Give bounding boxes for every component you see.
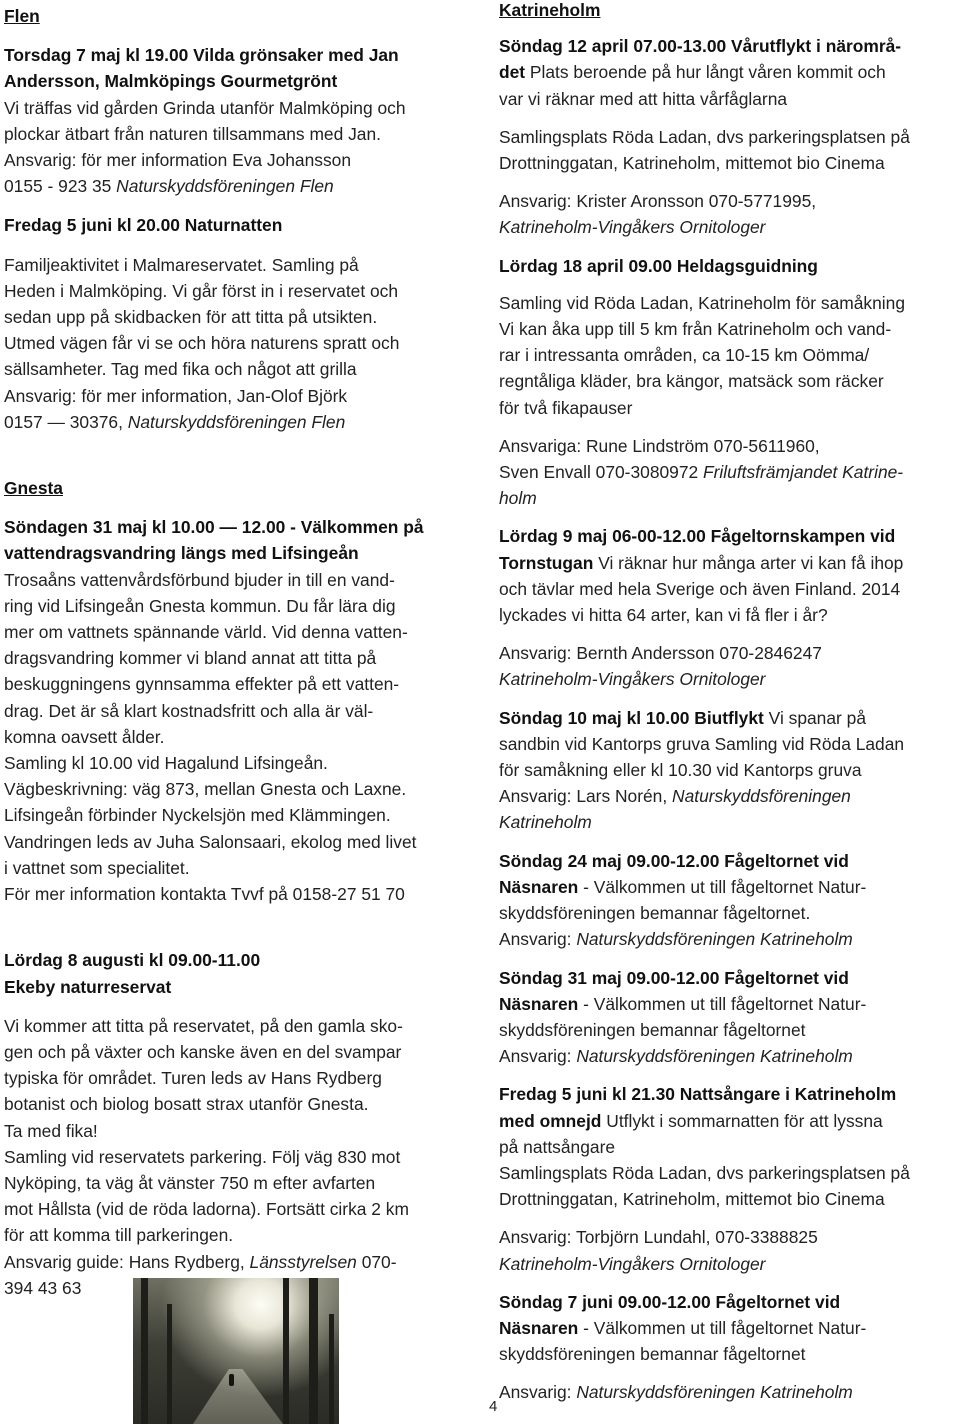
section-heading-gnesta: Gnesta [4, 478, 63, 499]
event-text: mer om vattnets spännande värld. Vid denna vatten- [4, 622, 408, 643]
event-org: Katrineholm-Vingåkers Ornitologer [499, 1253, 766, 1274]
event-contact: Sven Envall 070-3080972 Friluftsfrämjandet Katrine- [499, 462, 904, 483]
event-text: Drottninggatan, Katrineholm, mittemot bio Cinema [499, 1189, 885, 1210]
event-text: det Plats beroende på hur långt våren kommit och [499, 62, 886, 83]
event-org: Katrineholm-Vingåkers Ornitologer [499, 217, 766, 238]
page-number: 4 [489, 1398, 498, 1415]
event-contact: Ansvarig guide: Hans Rydberg, Länsstyrelsen 070- [4, 1251, 397, 1272]
event-title: Söndag 10 maj kl 10.00 Biutflykt Vi spanar på [499, 707, 866, 728]
event-text: sandbin vid Kantorps gruva Samling vid Röda Ladan [499, 733, 905, 754]
event-org: holm [499, 488, 537, 509]
event-text: Drottninggatan, Katrineholm, mittemot bio Cinema [499, 153, 885, 174]
event-text: på nattsångare [499, 1136, 616, 1157]
event-text: Ansvarig: för mer information, Jan-Olof Björk [4, 385, 348, 406]
event-text: var vi räknar med att hitta vårfåglarna [499, 88, 788, 109]
event-title: Söndag 24 maj 09.00-12.00 Fågeltornet vid [499, 850, 849, 871]
event-text: Vandringen leds av Juha Salonsaari, ekolog med livet [4, 831, 417, 852]
event-title: Söndag 7 juni 09.00-12.00 Fågeltornet vid [499, 1291, 841, 1312]
event-text: i vattnet som specialitet. [4, 857, 190, 878]
event-text: Ta med fika! [4, 1120, 98, 1141]
event-text: Heden i Malmköping. Vi går först in i reservatet och [4, 280, 399, 301]
event-text: botanist och biolog bosatt strax utanför Gnesta. [4, 1094, 369, 1115]
right-column [499, 0, 957, 1406]
left-column [4, 0, 474, 1301]
event-text: Utmed vägen får vi se och höra naturens spratt och [4, 333, 400, 354]
event-org: Katrineholm-Vingåkers Ornitologer [499, 669, 766, 690]
section-heading-katrineholm: Katrineholm [499, 0, 601, 20]
event-title: Söndagen 31 maj kl 10.00 — 12.00 - Välkommen på [4, 517, 424, 538]
event-text: ring vid Lifsingeån Gnesta kommun. Du får lära dig [4, 595, 396, 616]
event-contact: 394 43 63 [4, 1277, 82, 1298]
event-contact: Ansvarig: Lars Norén, Naturskyddsföreningen [499, 786, 851, 807]
event-text: Samling vid reservatets parkering. Följ väg 830 mot [4, 1146, 401, 1167]
event-title: Lördag 18 april 09.00 Heldagsguidning [499, 255, 818, 276]
event-contact: Ansvarig: Naturskyddsföreningen Katrineholm [499, 1382, 853, 1403]
event-text: För mer information kontakta Tvvf på 0158-27 51 70 [4, 884, 405, 905]
event-text: Vägbeskrivning: väg 873, mellan Gnesta och Laxne. [4, 779, 407, 800]
event-text: Lifsingeån förbinder Nyckelsjön med Klämmingen. [4, 805, 391, 826]
event-text: rar i intressanta områden, ca 10-15 km Oömma/ [499, 345, 870, 366]
event-text: med omnejd Utflykt i sommarnatten för att lyssna [499, 1110, 883, 1131]
event-text: skyddsföreningen bemannar fågeltornet [499, 1019, 806, 1040]
event-contact: Ansvarig: Bernth Andersson 070-2846247 [499, 643, 822, 664]
event-title: Lördag 8 augusti kl 09.00-11.00 [4, 950, 261, 971]
event-text: för samåkning eller kl 10.30 vid Kantorps gruva [499, 760, 862, 781]
event-contact: Ansvarig: Torbjörn Lundahl, 070-3388825 [499, 1227, 818, 1248]
event-text: Tornstugan Vi räknar hur många arter vi kan få ihop [499, 552, 904, 573]
event-text: Vi träffas vid gården Grinda utanför Malmköping och [4, 97, 406, 118]
event-text: Familjeaktivitet i Malmareservatet. Samling på [4, 254, 359, 275]
event-text: skyddsföreningen bemannar fågeltornet [499, 1344, 806, 1365]
event-text: Samlingsplats Röda Ladan, dvs parkeringsplatsen på [499, 1162, 910, 1183]
event-text: och tävlar med hela Sverige och även Finland. 2014 [499, 578, 901, 599]
event-text: Vi kommer att titta på reservatet, på den gamla sko- [4, 1015, 403, 1036]
event-title: vattendragsvandring längs med Lifsingeån [4, 543, 359, 564]
event-title: Söndag 31 maj 09.00-12.00 Fågeltornet vid [499, 967, 849, 988]
event-text: regntåliga kläder, bra kängor, matsäck som räcker [499, 371, 884, 392]
event-title: Ekeby naturreservat [4, 976, 172, 997]
event-contact: 0157 — 30376, Naturskyddsföreningen Flen [4, 411, 346, 432]
event-text: komna oavsett ålder. [4, 726, 165, 747]
event-text: dragsvandring kommer vi bland annat att titta på [4, 648, 377, 669]
event-contact: Ansvarig: Naturskyddsföreningen Katrineholm [499, 1046, 853, 1067]
event-contact: Ansvarig: Naturskyddsföreningen Katrineholm [499, 929, 853, 950]
event-text: lyckades vi hitta 64 arter, kan vi få fler i år? [499, 605, 828, 626]
event-text: för två fikapauser [499, 397, 633, 418]
event-title: Andersson, Malmköpings Gourmetgrönt [4, 71, 338, 92]
event-text: för att komma till parkeringen. [4, 1225, 234, 1246]
event-contact: Ansvariga: Rune Lindström 070-5611960, [499, 435, 820, 456]
event-text: Trosaåns vattenvårdsförbund bjuder in till en vand- [4, 569, 395, 590]
event-text: plockar ätbart från naturen tillsammans med Jan. [4, 123, 381, 144]
event-text: Näsnaren - Välkommen ut till fågeltornet Natur- [499, 876, 867, 897]
event-text: mot Hållsta (vid de röda ladorna). Fortsätt cirka 2 km [4, 1199, 409, 1220]
event-text: Samlingsplats Röda Ladan, dvs parkeringsplatsen på [499, 126, 910, 147]
event-text: typiska för området. Turen leds av Hans Rydberg [4, 1068, 382, 1089]
event-text: Näsnaren - Välkommen ut till fågeltornet Natur- [499, 993, 867, 1014]
event-text: gen och på växter och kanske även en del svampar [4, 1041, 402, 1062]
event-text: drag. Det är så klart kostnadsfritt och alla är väl- [4, 700, 374, 721]
event-contact: Ansvarig: Krister Aronsson 070-5771995, [499, 191, 817, 212]
section-heading-flen: Flen [4, 6, 40, 26]
event-text: skyddsföreningen bemannar fågeltornet. [499, 903, 811, 924]
event-text: Nyköping, ta väg åt vänster 750 m efter avfarten [4, 1172, 376, 1193]
event-text: Samling kl 10.00 vid Hagalund Lifsingeån. [4, 753, 328, 774]
event-title: Fredag 5 juni kl 20.00 Naturnatten [4, 215, 283, 236]
event-title: Söndag 12 april 07.00-13.00 Vårutflykt i närområ- [499, 36, 902, 57]
event-title: Torsdag 7 maj kl 19.00 Vilda grönsaker med Jan [4, 45, 399, 66]
event-text: Näsnaren - Välkommen ut till fågeltornet Natur- [499, 1317, 867, 1338]
event-text: Samling vid Röda Ladan, Katrineholm för samåkning [499, 292, 906, 313]
event-text: Vi kan åka upp till 5 km från Katrineholm och vand- [499, 319, 892, 340]
event-text: beskuggningens gynnsamma effekter på ett vatten- [4, 674, 400, 695]
event-org: Katrineholm [499, 812, 592, 833]
forest-photo [133, 1278, 339, 1424]
event-contact: 0155 - 923 35 Naturskyddsföreningen Flen [4, 176, 334, 197]
event-text: sedan upp på skidbacken för att titta på utsikten. [4, 307, 378, 328]
event-text: Ansvarig: för mer information Eva Johansson [4, 150, 352, 171]
event-title: Fredag 5 juni kl 21.30 Nattsångare i Katrineholm [499, 1084, 897, 1105]
event-title: Lördag 9 maj 06-00-12.00 Fågeltornskampen vid [499, 526, 896, 547]
event-text: sällsamheter. Tag med fika och något att grilla [4, 359, 357, 380]
